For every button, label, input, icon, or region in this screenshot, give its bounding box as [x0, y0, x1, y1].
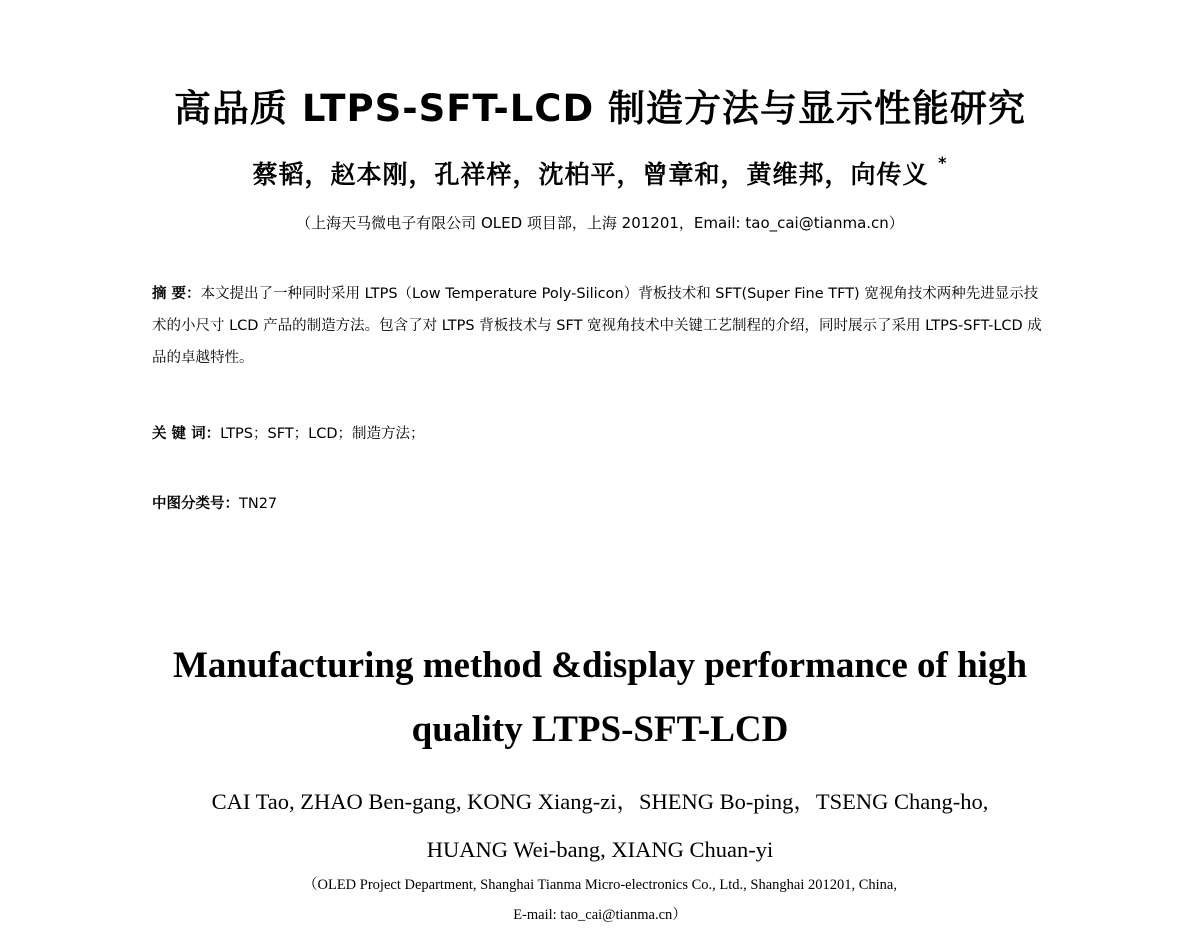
chinese-affiliation: （上海天马微电子有限公司 OLED 项目部，上海 201201，Email: tao_cai@tianma.cn）	[296, 214, 904, 232]
corresponding-author-mark: *	[938, 153, 948, 172]
english-title-line-1: Manufacturing method &display performance of high	[172, 645, 1028, 686]
abstract-text: 本文提出了一种同时采用 LTPS（Low Temperature Poly-Silicon）背板技术和 SFT(Super Fine TFT) 宽视角技术两种先进显示技术的小尺寸 LCD 产品的制造方法。包含了对 LTPS 背板技术与 SFT 宽视角技术中关键工艺制程的介绍，同时展示了采用 LTPS-SFT-LCD 成品的卓越特性。	[152, 286, 1042, 366]
abstract-label: 摘 要：	[152, 286, 201, 302]
chinese-title: 高品质 LTPS-SFT-LCD 制造方法与显示性能研究	[173, 87, 1027, 130]
chinese-abstract	[152, 278, 1042, 374]
english-title	[0, 634, 1200, 762]
keywords-text: LTPS；SFT；LCD；制造方法；	[220, 426, 425, 442]
chinese-keywords	[152, 418, 1042, 450]
english-affiliation-line-2: E-mail: tao_cai@tianma.cn）	[513, 907, 687, 923]
english-authors	[0, 778, 1200, 874]
english-authors-line-1: CAI Tao, ZHAO Ben-gang, KONG Xiang-zi，SHENG Bo-ping，TSENG Chang-ho,	[211, 789, 989, 814]
english-affiliation	[0, 870, 1200, 930]
english-authors-line-2: HUANG Wei-bang, XIANG Chuan-yi	[426, 837, 774, 862]
clc-label: 中图分类号：	[152, 496, 239, 512]
chinese-authors	[0, 155, 1200, 191]
keywords-label: 关 键 词：	[152, 426, 221, 442]
english-affiliation-line-1: （OLED Project Department, Shanghai Tianma Micro-electronics Co., Ltd., Shanghai 201201, China,	[303, 877, 897, 893]
clc-text: TN27	[239, 496, 278, 512]
classification-number	[152, 488, 1042, 520]
chinese-author-list: 蔡韬，赵本刚，孔祥梓，沈柏平，曾章和，黄维邦，向传义	[252, 160, 929, 189]
english-title-line-2: quality LTPS-SFT-LCD	[411, 709, 789, 750]
